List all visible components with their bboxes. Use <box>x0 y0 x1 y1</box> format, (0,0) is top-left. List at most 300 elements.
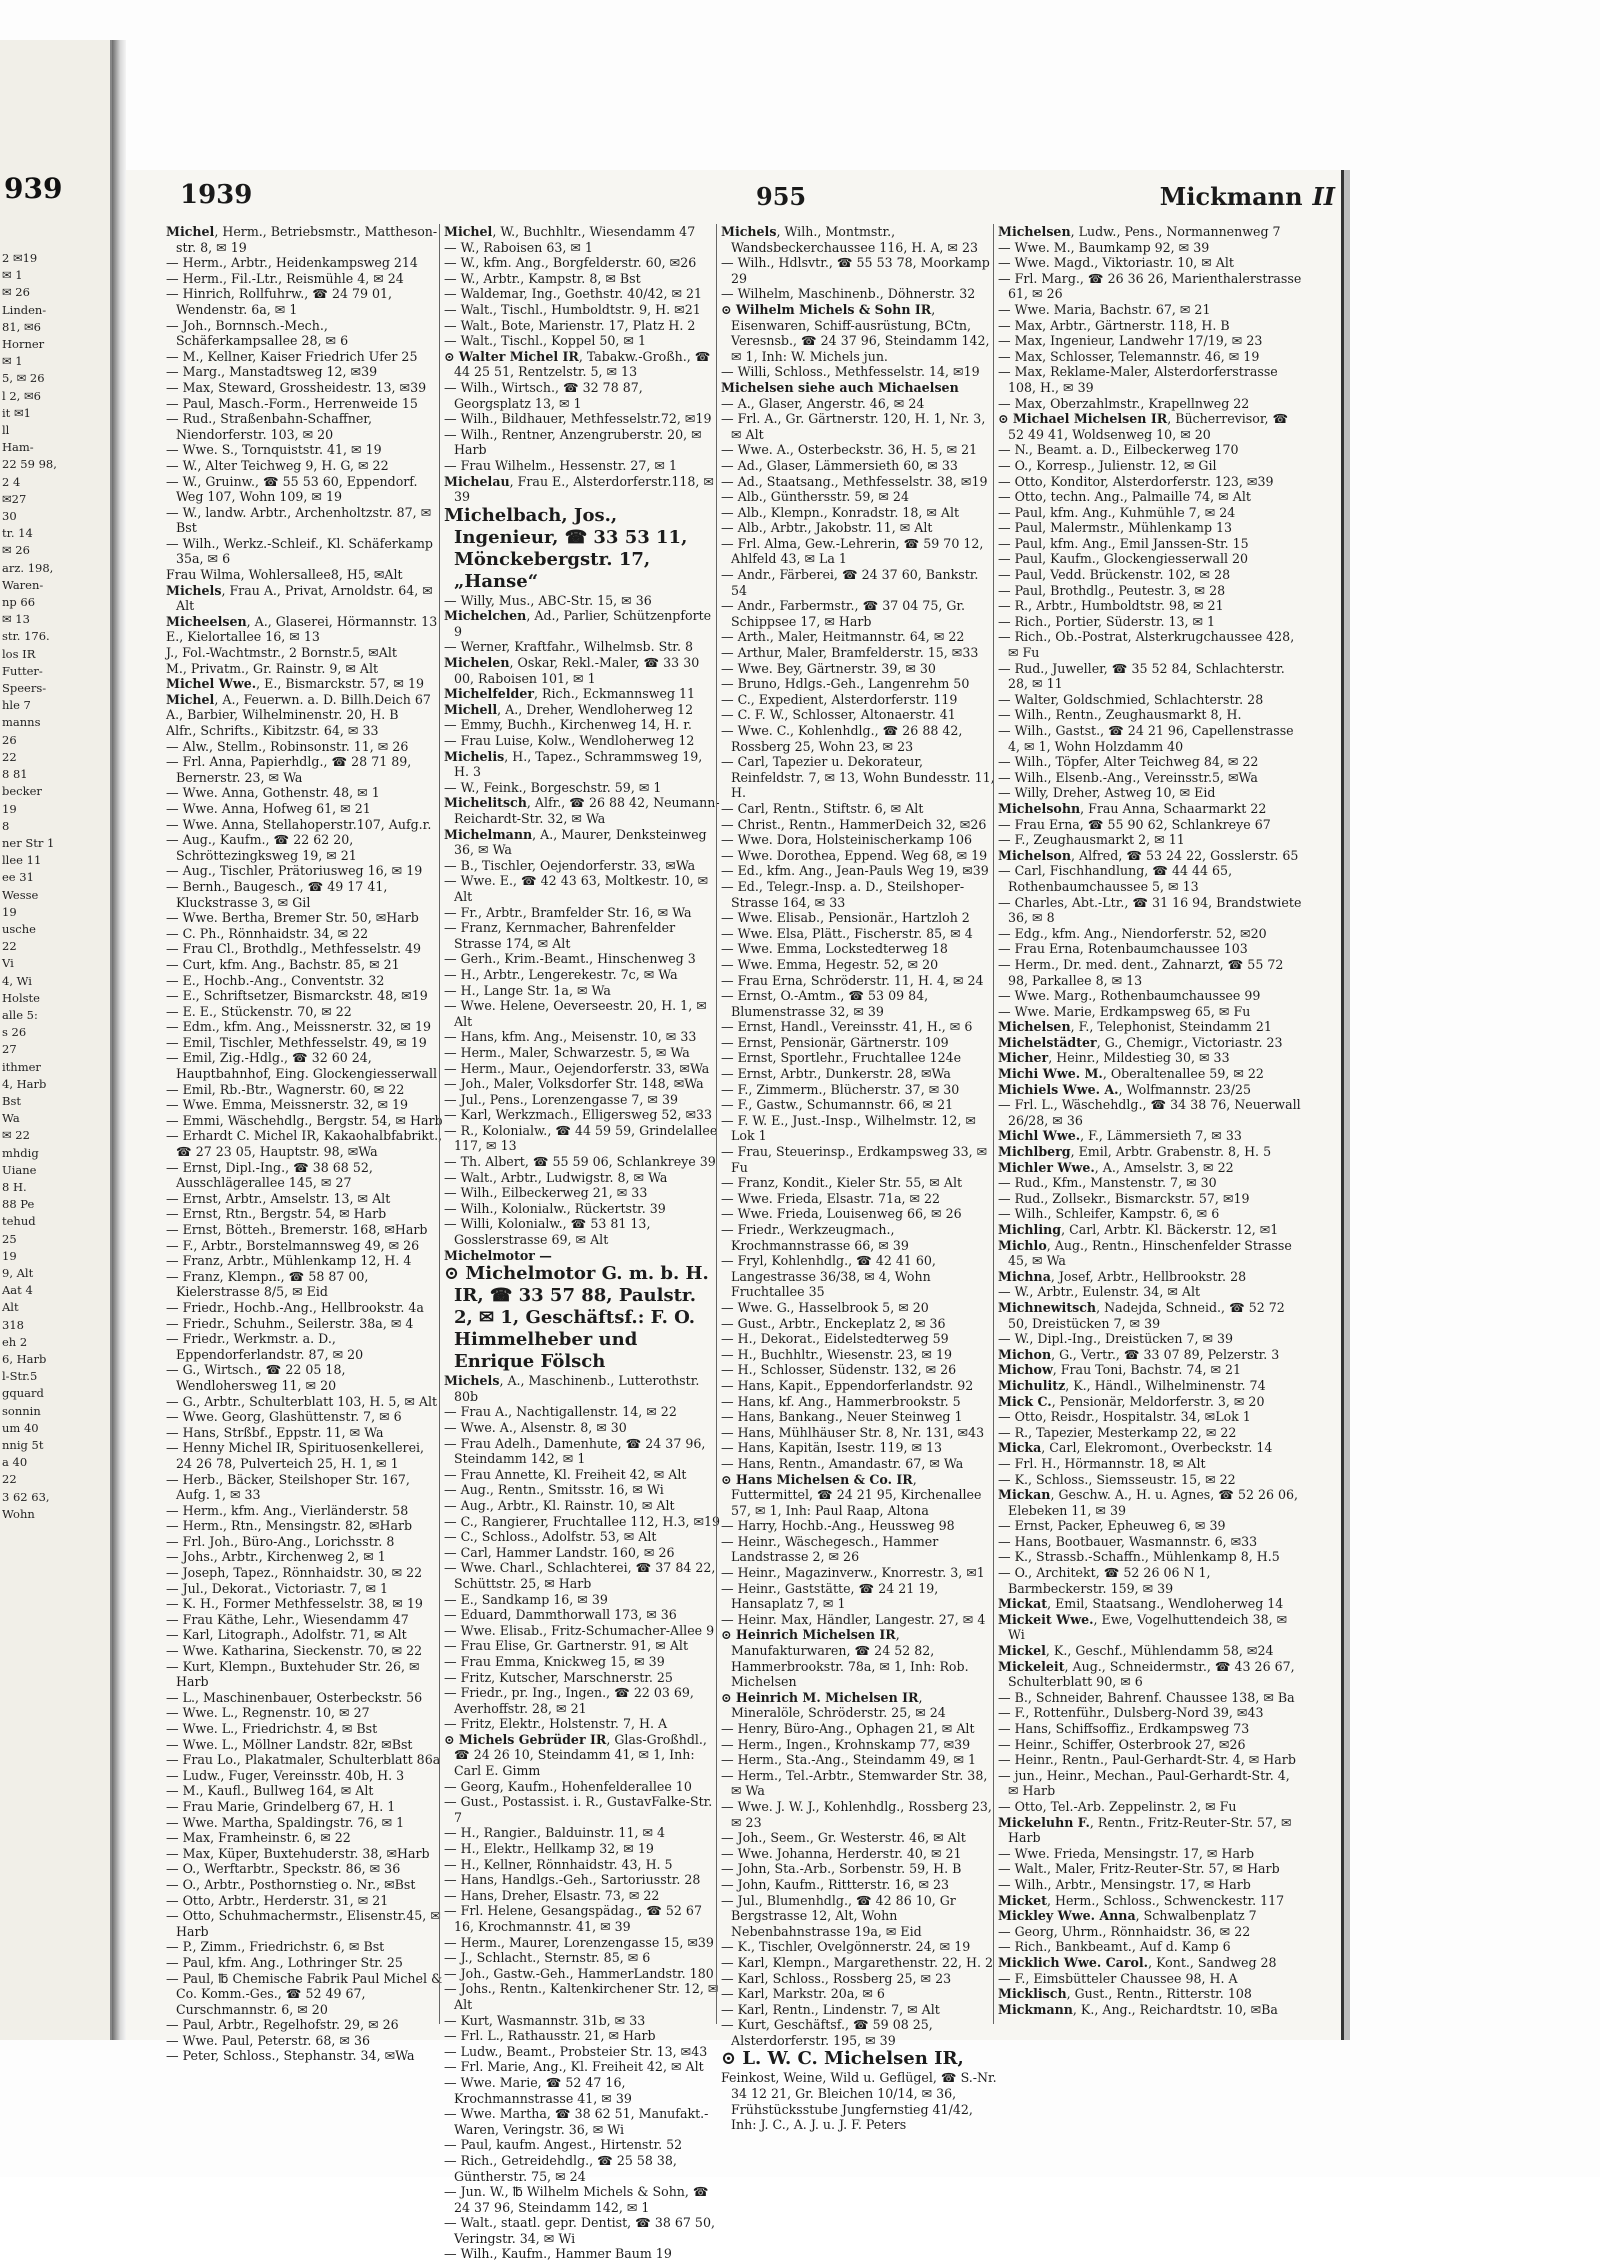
directory-entry: — Henry, Büro-Ang., Ophagen 21, ✉ Alt <box>721 1721 975 1736</box>
directory-entry: — Wwe. Maria, Bachstr. 67, ✉ 21 <box>998 301 1211 317</box>
directory-entry: — Wilh., Arbtr., Mensingstr. 17, ✉ Harb <box>998 1876 1251 1892</box>
directory-entry-head: Micklich Wwe. Carol., Kont., Sandweg 28 <box>998 1954 1277 1970</box>
directory-entry: — Fritz, Elektr., Holstenstr. 7, H. A <box>444 1716 668 1732</box>
directory-entry: — Willi, Kolonialw., ☎ 53 81 13, Gosslerstrasse 69, ✉ Alt <box>444 1216 651 1248</box>
directory-entry-head: Michulitz, K., Händl., Wilhelminenstr. 74 <box>998 1377 1266 1393</box>
directory-entry-highlight: Michelbach, Jos., Ingenieur, ☎ 33 53 11, Mönckebergstr. 17, „Hanse“ <box>444 504 688 592</box>
directory-entry: — H., Arbtr., Lengerekestr. 7c, ✉ Wa <box>444 966 678 982</box>
directory-entry: — Herm., Maur., Oejendorferstr. 33, ✉Wa <box>444 1060 710 1076</box>
directory-entry: — Walt., Tischl., Humboldtstr. 9, H. ✉21 <box>444 301 701 317</box>
directory-entry: — Carl, Fischhandlung, ☎ 44 44 65, Rothenbaumchaussee 5, ✉ 13 <box>998 863 1233 894</box>
directory-entry: — Ludw., Fuger, Vereinsstr. 40b, H. 3 <box>166 1767 405 1783</box>
directory-entry: — Frau Erna, Rotenbaumchaussee 103 <box>998 941 1248 957</box>
directory-entry: — Wwe. Dorothea, Eppend. Weg 68, ✉ 19 <box>721 847 988 863</box>
directory-entry: — Frl. Helene, Gesangspädag., ☎ 52 67 16, Krochmannstr. 41, ✉ 39 <box>444 1903 702 1934</box>
directory-entry: — F., Zimmerm., Blücherstr. 37, ✉ 30 <box>721 1081 960 1097</box>
previous-page-line: 4, Harb <box>2 1076 47 1091</box>
directory-entry-head: Mickan, Geschw. A., H. u. Agnes, ☎ 52 26 06, Elebeken 11, ✉ 39 <box>998 1487 1299 1518</box>
directory-entry: — H., Buchhltr., Wiesenstr. 23, ✉ 19 <box>721 1346 952 1362</box>
directory-entry: — Marg., Manstadtsweg 12, ✉39 <box>166 364 378 380</box>
directory-entry: — M., Kellner, Kaiser Friedrich Ufer 25 <box>166 348 418 364</box>
directory-entry: — Friedr., Werkzeugmach., Krochmannstrasse 66, ✉ 39 <box>721 1222 909 1253</box>
previous-page-line: ✉ 26 <box>2 543 30 558</box>
directory-entry: — Herm., Rtn., Mensingstr. 82, ✉Harb <box>166 1518 413 1534</box>
directory-entry: — Frl. Joh., Büro-Ang., Lorichsstr. 8 <box>166 1533 395 1549</box>
directory-entry: — Karl, Werkzmach., Elligersweg 52, ✉33 <box>444 1107 713 1123</box>
previous-page-line: 2 4 <box>2 474 21 489</box>
directory-entry: — Herm., Sta.-Ang., Steindamm 49, ✉ 1 <box>721 1752 977 1768</box>
directory-entry: — Wilh., Hdlsvtr., ☎ 55 53 78, Moorkamp 29 <box>721 255 990 286</box>
directory-entry: — Ed., Telegr.-Insp. a. D., Steilshoper-Strasse 164, ✉ 33 <box>721 878 965 910</box>
previous-page-line: 30 <box>2 509 17 524</box>
directory-entry-head: Mickeluhn F., Rentn., Fritz-Reuter-Str. 57, ✉ Harb <box>998 1814 1292 1846</box>
directory-entry: — Wilh., Rentner, Anzengruberstr. 20, ✉ Harb <box>444 426 702 458</box>
previous-page-line: 2 ✉19 <box>2 251 38 265</box>
directory-entry-head: Michlo, Aug., Rentn., Hinschenfelder Strasse 45, ✉ Wa <box>998 1237 1292 1269</box>
directory-entry-head: Micket, Herm., Schloss., Schwenckestr. 117 <box>998 1892 1285 1908</box>
previous-page-line: s 26 <box>2 1025 27 1040</box>
previous-page-line: 22 59 98, <box>2 457 57 472</box>
directory-entry: — G., Arbtr., Schulterblatt 103, H. 5, ✉ Alt <box>166 1393 438 1409</box>
directory-entry: — Wwe. Anna, Hofweg 61, ✉ 21 <box>166 800 371 816</box>
directory-entry: — Wilh., Kolonialw., Rückertstr. 39 <box>444 1200 666 1216</box>
directory-entry: — Franz, Arbtr., Mühlenkamp 12, H. 4 <box>166 1253 412 1269</box>
directory-entry: — Aug., Tischler, Prätoriusweg 16, ✉ 19 <box>166 863 423 879</box>
directory-entry: — Frl. L., Rathausstr. 21, ✉ Harb <box>444 2028 656 2044</box>
directory-entry-head: Mick C., Pensionär, Meldorferstr. 3, ✉ 20 <box>998 1393 1265 1409</box>
directory-entry: — O., Arbtr., Posthornstieg o. Nr., ✉Bst <box>166 1876 416 1892</box>
directory-entry: — Kurt, Wasmannstr. 31b, ✉ 33 <box>444 2012 646 2028</box>
directory-entry: — B., Tischler, Oejendorferstr. 33, ✉Wa <box>444 857 696 873</box>
directory-entry: — Wwe. Paul, Peterstr. 68, ✉ 36 <box>166 2032 371 2048</box>
directory-entry: — Werner, Kraftfahr., Wilhelmsb. Str. 8 <box>444 639 693 655</box>
directory-entry: — Hans, Strßbf., Eppstr. 11, ✉ Wa <box>166 1424 384 1440</box>
directory-entry-head: Mickley Wwe. Anna, Schwalbenplatz 7 <box>998 1908 1257 1924</box>
previous-page-line: Wesse <box>2 887 39 902</box>
directory-entry-head: Michi Wwe. M., Oberaltenallee 59, ✉ 22 <box>998 1066 1264 1082</box>
directory-entry: — Jul., Dekorat., Victoriastr. 7, ✉ 1 <box>166 1580 389 1596</box>
directory-entry: — P., Zimm., Friedrichstr. 6, ✉ Bst <box>166 1939 385 1955</box>
directory-entry: — B., Schneider, Bahrenf. Chaussee 138, ✉ Ba <box>998 1689 1295 1705</box>
directory-entry: — John, Sta.-Arb., Sorbenstr. 59, H. B <box>721 1861 962 1877</box>
directory-entry: — Frl. L., Wäschehdlg., ☎ 34 38 76, Neuerwall 26/28, ✉ 36 <box>998 1097 1301 1128</box>
directory-entry: — Franz, Kernmacher, Bahrenfelder Strasse 174, ✉ Alt <box>444 920 676 951</box>
directory-entry: — Alb., Arbtr., Jakobstr. 11, ✉ Alt <box>721 520 933 536</box>
directory-entry: — Wilh., Elsenb.-Ang., Vereinsstr.5, ✉Wa <box>998 769 1258 785</box>
directory-entry: — Wwe. Charl., Schlachterei, ☎ 37 84 22, Schüttstr. 25, ✉ Harb <box>444 1560 716 1591</box>
previous-page-line: llee 11 <box>2 853 42 868</box>
directory-entry: — Paul, Vedd. Brückenstr. 102, ✉ 28 <box>998 567 1231 583</box>
previous-page-line: sonnin <box>2 1403 41 1418</box>
directory-entry: — Ludw., Beamt., Probsteier Str. 13, ✉43 <box>444 2043 708 2059</box>
directory-entry: — Wwe. L., Möllner Landstr. 82r, ✉Bst <box>166 1736 413 1752</box>
directory-entry: — Franz, Klempn., ☎ 58 87 00, Kielerstrasse 8/5, ✉ Eid <box>166 1268 369 1300</box>
directory-entry: — Wilh., Eilbeckerweg 21, ✉ 33 <box>444 1185 648 1201</box>
previous-page-fragment <box>0 40 112 2040</box>
directory-entry: — Frl. H., Hörmannstr. 18, ✉ Alt <box>998 1455 1206 1471</box>
previous-page-line: Speers- <box>2 681 47 696</box>
directory-entry-head: Michelau, Frau E., Alsterdorferstr.118, ✉39 <box>444 473 714 505</box>
directory-entry: — Andr., Färberei, ☎ 24 37 60, Bankstr. 54 <box>721 567 979 598</box>
directory-entry: — Rud., Juweller, ☎ 35 52 84, Schlachterstr. 28, ✉ 11 <box>998 660 1285 692</box>
directory-entry: — E., Hochb.-Ang., Conventstr. 32 <box>166 972 385 988</box>
previous-page-line: Uiane <box>2 1162 37 1177</box>
directory-entry-head: ⊙ Michels Gebrüder IR, Glas-Großhdl., ☎ 24 26 10, Steindamm 41, ✉ 1, Inh: Carl E. Gimm <box>444 1731 707 1779</box>
directory-entry-highlight: ⊙ Michelmotor G. m. b. H. IR, ☎ 33 57 88, Paulstr. 2, ✉ 1, Geschäftsf.: F. O. Himmelheber und Enrique Fölsch <box>444 1263 709 1373</box>
directory-entry: — Paul, Kaufm., Glockengiesserwall 20 <box>998 551 1249 567</box>
directory-entry: — Paul, Arbtr., Regelhofstr. 29, ✉ 26 <box>166 2017 399 2033</box>
directory-entry: — Ernst, Pensionär, Gärtnerstr. 109 <box>721 1034 949 1050</box>
directory-entry: — Georg, Kaufm., Hohenfelderallee 10 <box>444 1778 692 1794</box>
directory-entry: — W., Feink., Borgeschstr. 59, ✉ 1 <box>444 779 662 795</box>
directory-entry: — Wwe. Marg., Rothenbaumchaussee 99 <box>998 988 1261 1004</box>
directory-entry-head: Micher, Heinr., Mildestieg 30, ✉ 33 <box>998 1050 1230 1066</box>
directory-entry: — Wwe. Magd., Viktoriastr. 10, ✉ Alt <box>998 255 1234 271</box>
directory-entry: — K., Schloss., Siemsseustr. 15, ✉ 22 <box>998 1471 1236 1487</box>
previous-page-line: 25 <box>2 1231 17 1246</box>
directory-entry: — Wilh., Töpfer, Alter Teichweg 84, ✉ 22 <box>998 754 1259 770</box>
directory-entry: — Herm., Maurer, Lorenzengasse 15, ✉39 <box>444 1934 714 1950</box>
directory-entry: — C., Rangierer, Fruchtallee 112, H.3, ✉19 <box>444 1513 721 1529</box>
directory-entry: — C., Expedient, Alsterdorferstr. 119 <box>721 691 958 707</box>
previous-page-line: ee 31 <box>2 870 34 885</box>
previous-page-line: 5, ✉ 26 <box>2 371 45 386</box>
directory-entry: — Harry, Hochb.-Ang., Heussweg 98 <box>721 1518 955 1534</box>
directory-entry-head: Michelitsch, Alfr., ☎ 26 88 42, Neumann-Reichardt-Str. 32, ✉ Wa <box>444 795 720 826</box>
directory-entry: — Karl, Litograph., Adolfstr. 71, ✉ Alt <box>166 1627 407 1643</box>
directory-entry: — Joh., Gastw.-Geh., HammerLandstr. 180 <box>444 1965 714 1981</box>
previous-page-line: 6, Harb <box>2 1352 47 1366</box>
directory-entry: — Hans, Bootbauer, Wasmannstr. 6, ✉33 <box>998 1533 1258 1549</box>
directory-entry: — Friedr., pr. Ing., Ingen., ☎ 22 03 69, Averhoffstr. 28, ✉ 21 <box>444 1685 694 1716</box>
directory-entry-head: Michelmotor — <box>444 1247 552 1263</box>
directory-entry: — Wwe. Bey, Gärtnerstr. 39, ✉ 30 <box>721 660 936 676</box>
directory-entry: — Heinr., Magazinverw., Knorrestr. 3, ✉1 <box>721 1565 985 1581</box>
directory-entry-head: Michling, Carl, Arbtr. Kl. Bäckerstr. 12, ✉1 <box>998 1222 1279 1237</box>
previous-page-line: Bst <box>2 1093 21 1108</box>
directory-entry: — Wwe. Frieda, Elsastr. 71a, ✉ 22 <box>721 1190 941 1206</box>
directory-entry: Alfr., Schrifts., Kibitzstr. 64, ✉ 33 <box>166 723 379 738</box>
directory-entry-head: Michel, A., Feuerwn. a. D. Billh.Deich 67 <box>166 691 431 707</box>
directory-entry: — H., Lange Str. 1a, ✉ Wa <box>444 982 611 998</box>
directory-entry-head: Michel, Herm., Betriebsmstr., Mattheson-str. 8, ✉ 19 <box>166 224 438 255</box>
directory-entry: — Johs., Arbtr., Kirchenweg 2, ✉ 1 <box>166 1549 386 1565</box>
directory-entry: — E., Sandkamp 16, ✉ 39 <box>444 1591 608 1607</box>
directory-entry: — Ernst, O.-Amtm., ☎ 53 09 84, Blumenstrasse 32, ✉ 39 <box>721 988 929 1019</box>
directory-entry: — W., Alter Teichweg 9, H. G, ✉ 22 <box>166 457 389 473</box>
directory-entry: — Frl. Marie, Ang., Kl. Freiheit 42, ✉ Alt <box>444 2059 704 2075</box>
directory-entry: — John, Kaufm., Rittterstr. 16, ✉ 23 <box>721 1876 950 1892</box>
previous-page-line: ✉ 26 <box>2 285 30 300</box>
directory-entry: — R., Tapezier, Mesterkamp 22, ✉ 22 <box>998 1424 1237 1440</box>
directory-entry: — Erhardt C. Michel IR, Kakaohalbfabrikt., ☎ 27 23 05, Hauptstr. 98, ✉Wa <box>166 1128 443 1160</box>
directory-entry-head: Mickeleit, Aug., Schneidermstr., ☎ 43 26 67, Schulterblatt 90, ✉ 6 <box>998 1658 1295 1690</box>
directory-entry: — Hans, Rentn., Amandastr. 67, ✉ Wa <box>721 1455 964 1471</box>
previous-page-line: 19 <box>2 1248 17 1263</box>
directory-entry: — Wwe. Elsa, Plätt., Fischerstr. 85, ✉ 4 <box>721 925 973 941</box>
directory-entry: — Jul., Blumenhdlg., ☎ 42 86 10, Gr Bergstrasse 12, Alt, Wohn Nebenbahnstrasse 19a, ✉ Eid <box>721 1892 956 1939</box>
directory-entry: — Christ., Rentn., HammerDeich 32, ✉26 <box>721 816 987 832</box>
directory-entry-head: ⊙ Wilhelm Michels & Sohn IR, Eisenwaren, Schiff-ausrüstung, BCtn, Veresnsb., ☎ 24 37 96, Steindamm 142, ✉ 1, Inh: W. Michels jun. <box>721 301 990 364</box>
directory-entry: — Max, Ingenieur, Landwehr 17/19, ✉ 23 <box>998 333 1263 349</box>
directory-entry: — Arth., Maler, Heitmannstr. 64, ✉ 22 <box>721 629 965 645</box>
directory-entry: — O., Korresp., Julienstr. 12, ✉ Gil <box>998 457 1217 473</box>
directory-entry: — Wilh., Werkz.-Schleif., Kl. Schäferkamp 35a, ✉ 6 <box>166 535 433 567</box>
directory-entry: — M., Kaufl., Bullweg 164, ✉ Alt <box>166 1783 374 1799</box>
previous-page-line: 22 <box>2 939 17 954</box>
previous-page-line: 19 <box>2 801 17 816</box>
previous-page-line: Alt <box>2 1300 19 1315</box>
directory-entry: — C. F. W., Schlosser, Altonaerstr. 41 <box>721 707 956 723</box>
directory-entry: — Kurt, Geschäftsf., ☎ 59 08 25, Alsterdorferstr. 195, ✉ 39 <box>721 2017 933 2048</box>
directory-entry: — Rich., Bankbeamt., Auf d. Kamp 6 <box>998 1939 1231 1955</box>
directory-entry: — Wwe. Elisab., Fritz-Schumacher-Allee 9 <box>444 1622 715 1638</box>
directory-entry: — Th. Albert, ☎ 55 59 06, Schlankreye 39 <box>444 1154 716 1170</box>
previous-page-line: tehud <box>2 1214 36 1229</box>
directory-entry: — Wilh., Bildhauer, Methfesselstr.72, ✉19 <box>444 411 712 427</box>
previous-page-line: 8 <box>2 818 10 833</box>
directory-entry: — R., Arbtr., Humboldtstr. 98, ✉ 21 <box>998 598 1224 614</box>
directory-entry: — Wilh., Rentn., Zeughausmarkt 8, H. <box>998 707 1242 723</box>
previous-page-line: hle 7 <box>2 698 31 713</box>
directory-entry: — W., landw. Arbtr., Archenholtzstr. 87, ✉ Bst <box>166 504 432 536</box>
directory-entry: — Hinrich, Rollfuhrw., ☎ 24 79 01, Wendenstr. 6a, ✉ 1 <box>166 286 393 317</box>
directory-entry: — Ernst, Handl., Vereinsstr. 41, H., ✉ 6 <box>721 1019 973 1035</box>
previous-page-line: Wa <box>2 1111 20 1126</box>
directory-entry: — Emil, Zig.-Hdlg., ☎ 32 60 24, Hauptbahnhof, Eing. Glockengiesserwall <box>166 1050 438 1082</box>
directory-entry-head: Michelsohn, Frau Anna, Schaarmarkt 22 <box>998 800 1267 816</box>
directory-entry: — Gerh., Krim.-Beamt., Hinschenweg 3 <box>444 951 696 967</box>
directory-entry: — Max, Steward, Grossheidestr. 13, ✉39 <box>166 379 427 395</box>
directory-entry-head: Michelis, H., Tapez., Schrammsweg 19, H. 3 <box>444 748 703 780</box>
directory-entry: — F., Gastw., Schumannstr. 66, ✉ 21 <box>721 1097 954 1113</box>
previous-page-line: usche <box>2 921 36 936</box>
directory-entry: — H., Kellner, Rönnhaidstr. 43, H. 5 <box>444 1856 673 1872</box>
directory-entry: — Otto, Tel.-Arb. Zeppelinstr. 2, ✉ Fu <box>998 1798 1237 1814</box>
directory-entry: — Joseph, Tapez., Rönnhaidstr. 30, ✉ 22 <box>166 1565 423 1581</box>
directory-entry: — Frau Wilhelm., Hessenstr. 27, ✉ 1 <box>444 457 677 473</box>
directory-entry: — Johs., Rentn., Kaltenkirchener Str. 12, ✉ Alt <box>444 1981 719 2012</box>
directory-entry: — Heinr., Schiffer, Osterbrook 27, ✉26 <box>998 1736 1246 1752</box>
previous-page-line: np 66 <box>2 595 36 610</box>
directory-entry: — Aug., Arbtr., Kl. Rainstr. 10, ✉ Alt <box>444 1497 675 1513</box>
directory-entry: — H., Rangier., Balduinstr. 11, ✉ 4 <box>444 1825 666 1841</box>
directory-entry: — Wwe. Frieda, Mensingstr. 17, ✉ Harb <box>998 1845 1255 1861</box>
directory-entry: — Wwe. Emma, Hegestr. 52, ✉ 20 <box>721 956 939 972</box>
directory-entry-head: Michl Wwe., F., Lämmersieth 7, ✉ 33 <box>998 1128 1242 1144</box>
directory-entry-head: Michelsen, F., Telephonist, Steindamm 21 <box>998 1019 1272 1035</box>
directory-entry: — Wilhelm, Maschinenb., Döhnerstr. 32 <box>721 286 976 302</box>
directory-entry: — N., Beamt. a. D., Eilbeckerweg 170 <box>998 442 1239 458</box>
directory-entry: — Rud., Straßenbahn-Schaffner, Niendorferstr. 103, ✉ 20 <box>166 411 372 442</box>
directory-entry-head: Michel Wwe., E., Bismarckstr. 57, ✉ 19 <box>166 676 425 692</box>
header-page-number: 955 <box>756 182 807 211</box>
directory-entry-head: Michell, A., Dreher, Wendloherweg 12 <box>444 701 694 717</box>
directory-entry: — Frau Elise, Gr. Gartnerstr. 91, ✉ Alt <box>444 1638 689 1654</box>
previous-page-line: 19 <box>2 904 17 919</box>
directory-entry: — Wwe. Marie, ☎ 52 47 16, Krochmannstrasse 41, ✉ 39 <box>444 2074 632 2106</box>
previous-page-line: 22 <box>2 749 17 764</box>
directory-entry: — Carl, Tapezier u. Dekorateur, Reinfeldstr. 7, ✉ 13, Wohn Bundesstr. 11, H. <box>721 754 995 801</box>
directory-entry: — Wwe. L., Friedrichstr. 4, ✉ Bst <box>166 1721 378 1736</box>
directory-entry: — Wwe. A., Alsenstr. 8, ✉ 30 <box>444 1420 627 1435</box>
directory-entry: — Frl. Anna, Papierhdlg., ☎ 28 71 89, Bernerstr. 23, ✉ Wa <box>166 754 412 785</box>
directory-entry-head: Michler Wwe., A., Amselstr. 3, ✉ 22 <box>998 1159 1234 1175</box>
directory-entry: — C., Schloss., Adolfstr. 53, ✉ Alt <box>444 1529 657 1545</box>
directory-entry: — Frau Annette, Kl. Freiheit 42, ✉ Alt <box>444 1466 687 1482</box>
directory-entry: — Georg, Uhrm., Rönnhaidstr. 36, ✉ 22 <box>998 1923 1251 1939</box>
directory-entry: — Herb., Bäcker, Steilshoper Str. 167, Aufg. 1, ✉ 33 <box>166 1471 410 1503</box>
directory-entry: — Willi, Schloss., Methfesselstr. 14, ✉19 <box>721 364 980 380</box>
directory-entry: — Jun. W., ℔ Wilhelm Michels & Sohn, ☎ 24 37 96, Steindamm 142, ✉ 1 <box>444 2184 709 2215</box>
previous-page-line: manns <box>2 715 41 730</box>
directory-entry: — J., Schlacht., Sternstr. 85, ✉ 6 <box>444 1950 651 1966</box>
directory-entry: — Emil, Tischler, Methfesselstr. 49, ✉ 19 <box>166 1034 427 1050</box>
directory-entry: — Heinr. Max, Händler, Langestr. 27, ✉ 4 <box>721 1611 986 1627</box>
directory-entry: — Bernh., Baugesch., ☎ 49 17 41, Kluckstrasse 3, ✉ Gil <box>166 878 388 910</box>
directory-entry: — W., Arbtr., Kampstr. 8, ✉ Bst <box>444 270 641 286</box>
directory-entry-head: Michel, W., Buchhltr., Wiesendamm 47 <box>444 224 696 239</box>
directory-entry: Feinkost, Weine, Wild u. Geflügel, ☎ S.-Nr. 34 12 21, Gr. Bleichen 10/14, ✉ 36, Frühstücksstube Jungfernstieg 41/42, Inh: J. C., A. J. u. J. F. Peters <box>721 2070 997 2133</box>
previous-page-line: str. 176. <box>2 629 50 644</box>
directory-entry-head: Mickeit Wwe., Ewe, Vogelhuttendeich 38, ✉ Wi <box>998 1611 1288 1643</box>
directory-entry: — Fryl, Kohlenhdlg., ☎ 42 41 60, Langestrasse 36/38, ✉ 4, Wohn Fruchtallee 35 <box>721 1253 936 1300</box>
directory-entry: — Ernst, Arbtr., Dunkerstr. 28, ✉Wa <box>721 1066 951 1082</box>
book-gutter <box>112 40 126 2040</box>
directory-entry: — Wwe. Dora, Holsteinischerkamp 106 <box>721 832 973 848</box>
directory-entry: — Rud., Zollsekr., Bismarckstr. 57, ✉19 <box>998 1190 1250 1206</box>
directory-entry: — Frau Erna, Schröderstr. 11, H. 4, ✉ 24 <box>721 972 984 988</box>
header-running-head <box>1160 182 1335 211</box>
directory-entry: — Alw., Stellm., Robinsonstr. 11, ✉ 26 <box>166 738 409 754</box>
previous-page-year: 939 <box>4 172 63 205</box>
directory-entry-head: Michna, Josef, Arbtr., Hellbrookstr. 28 <box>998 1268 1247 1284</box>
directory-entry: — Peter, Schloss., Stephanstr. 34, ✉Wa <box>166 2048 415 2064</box>
directory-entry: — Ernst, Bötteh., Bremerstr. 168, ✉Harb <box>166 1222 428 1237</box>
previous-page-line: los IR <box>2 646 36 661</box>
directory-entry-head: Michon, G., Vertr., ☎ 33 07 89, Pelzerstr. 3 <box>998 1346 1280 1362</box>
previous-page-line: 8 81 <box>2 767 28 782</box>
directory-entry: — Friedr., Hochb.-Ang., Hellbrookstr. 4a <box>166 1299 424 1315</box>
directory-entry: — K., Strassb.-Schaffn., Mühlenkamp 8, H.5 <box>998 1549 1280 1565</box>
directory-entry: — Ed., kfm. Ang., Jean-Pauls Weg 19, ✉39 <box>721 863 989 879</box>
directory-entry: — Herm., Dr. med. dent., Zahnarzt, ☎ 55 72 98, Parkallee 8, ✉ 13 <box>998 956 1284 988</box>
directory-entry: — Otto, techn. Ang., Palmaille 74, ✉ Alt <box>998 489 1251 505</box>
directory-entry-head: ⊙ Hans Michelsen & Co. IR, Futtermittel, ☎ 24 21 95, Kirchenallee 57, ✉ 1, Inh: Paul Raap, Altona <box>721 1471 982 1518</box>
directory-entry-head: Michelen, Oskar, Rekl.-Maler, ☎ 33 30 00, Raboisen 101, ✉ 1 <box>444 655 700 686</box>
directory-entry: — Willy, Dreher, Astweg 10, ✉ Eid <box>998 785 1216 801</box>
previous-page-line: Linden- <box>2 302 47 317</box>
directory-entry: — Wwe. Johanna, Herderstr. 40, ✉ 21 <box>721 1845 962 1861</box>
directory-entry: — Wilh., Schleifer, Kampstr. 6, ✉ 6 <box>998 1206 1220 1222</box>
previous-page-line: um 40 <box>2 1420 39 1435</box>
previous-page-line: 9, Alt <box>2 1265 34 1280</box>
previous-page-line: ✉ 22 <box>2 1128 30 1143</box>
previous-page-line: l-Str.5 <box>2 1369 38 1384</box>
directory-entry-head: ⊙ Heinrich M. Michelsen IR, Mineralöle, Schröderstr. 25, ✉ 24 <box>721 1689 946 1721</box>
previous-page-line: 26 <box>2 732 17 747</box>
directory-entry: — Wwe. C., Kohlenhdlg., ☎ 26 88 42, Rossberg 25, Wohn 23, ✉ 23 <box>721 723 963 754</box>
directory-entry-head: Michnewitsch, Nadejda, Schneid., ☎ 52 72 50, Dreistücken 7, ✉ 39 <box>998 1299 1285 1331</box>
previous-page-line: 81, ✉6 <box>2 319 41 334</box>
directory-entry: — Max, Küper, Buxtehuderstr. 38, ✉Harb <box>166 1845 430 1861</box>
directory-entry: — Wwe. Frieda, Louisenweg 66, ✉ 26 <box>721 1206 962 1222</box>
directory-entry: — Max, Reklame-Maler, Alsterdorferstrasse 108, H., ✉ 39 <box>998 364 1278 395</box>
previous-page-line: Futter- <box>2 663 43 678</box>
previous-page-line: 88 Pe <box>2 1197 35 1212</box>
directory-entry: — E., Schriftsetzer, Bismarckstr. 48, ✉19 <box>166 988 428 1004</box>
directory-entry: — Otto, Konditor, Alsterdorferstr. 123, ✉39 <box>998 473 1274 489</box>
directory-entry-head: Michels, Wilh., Montmstr., Wandsbeckerchaussee 116, H. A, ✉ 23 <box>721 224 978 255</box>
directory-entry: — K., Tischler, Ovelgönnerstr. 24, ✉ 19 <box>721 1939 971 1955</box>
column-2 <box>439 224 721 2262</box>
directory-entry: — W., Raboisen 63, ✉ 1 <box>444 239 593 255</box>
directory-entry: — Waldemar, Ing., Goethstr. 40/42, ✉ 21 <box>444 286 703 302</box>
column-3 <box>716 224 998 2133</box>
directory-entry: — Walt., Maler, Fritz-Reuter-Str. 57, ✉ Harb <box>998 1861 1280 1877</box>
column-1 <box>166 224 443 2064</box>
directory-entry: — Ernst, Packer, Epheuweg 6, ✉ 39 <box>998 1518 1226 1534</box>
directory-entry: — Joh., Maler, Volksdorfer Str. 148, ✉Wa <box>444 1076 704 1092</box>
directory-entry: — Emmi, Wäschehdlg., Bergstr. 54, ✉ Harb <box>166 1112 443 1128</box>
directory-entry: — Wwe. Martha, ☎ 38 62 51, Manufakt.-Waren, Veringstr. 36, ✉ Wi <box>444 2106 709 2137</box>
column-4 <box>993 224 1304 2024</box>
directory-entry: — Aug., Kaufm., ☎ 22 62 20, Schröttezingksweg 19, ✉ 21 <box>166 832 357 863</box>
previous-page-line: nnig 5t <box>2 1438 44 1453</box>
directory-entry: — Wilh., Gastst., ☎ 24 21 96, Capellenstrasse 4, ✉ 1, Wohn Holzdamm 40 <box>998 723 1294 754</box>
directory-entry: — Herm., Maler, Schwarzestr. 5, ✉ Wa <box>444 1044 690 1060</box>
directory-entry: M., Privatm., Gr. Rainstr. 9, ✉ Alt <box>166 660 379 676</box>
directory-entry: — Otto, Schuhmachermstr., Elisenstr.45, ✉ Harb <box>166 1908 441 1939</box>
directory-entry: — Arthur, Maler, Bramfelderstr. 15, ✉33 <box>721 645 979 661</box>
directory-entry: J., Fol.-Wachtmstr., 2 Bornstr.5, ✉Alt <box>166 645 397 661</box>
directory-entry: — Wwe. Marie, Erdkampsweg 65, ✉ Fu <box>998 1003 1251 1019</box>
directory-entry: — Joh., Bornnsch.-Mech., Schäferkampsallee 28, ✉ 6 <box>166 317 349 349</box>
previous-page-line: mhdig <box>2 1145 39 1160</box>
running-head-name: Mickmann <box>1159 182 1303 211</box>
directory-entry: — Herm., Arbtr., Heidenkampsweg 214 <box>166 255 418 271</box>
directory-entry: — Ernst, Sportlehr., Fruchtallee 124e <box>721 1050 962 1066</box>
directory-entry: — Jul., Pens., Lorenzengasse 7, ✉ 39 <box>444 1091 679 1107</box>
directory-entry: — Wwe. E., ☎ 42 43 63, Moltkestr. 10, ✉Alt <box>444 873 709 904</box>
directory-entry: — Max, Schlosser, Telemannstr. 46, ✉ 19 <box>998 348 1260 364</box>
directory-entry: — W., Dipl.-Ing., Dreistücken 7, ✉ 39 <box>998 1331 1234 1347</box>
directory-entry: — Wwe. Emma, Meissnerstr. 32, ✉ 19 <box>166 1097 409 1113</box>
directory-entry: — F., Zeughausmarkt 2, ✉ 11 <box>998 832 1185 848</box>
directory-entry-head: Mickmann, K., Ang., Reichardtstr. 10, ✉Ba <box>998 2001 1278 2017</box>
directory-entry: — Gust., Arbtr., Enckeplatz 2, ✉ 36 <box>721 1315 946 1331</box>
directory-entry: — K. H., Former Methfesselstr. 38, ✉ 19 <box>166 1596 423 1612</box>
directory-entry: — Frau Adelh., Damenhute, ☎ 24 37 96, Steindamm 142, ✉ 1 <box>444 1435 706 1467</box>
previous-page-line: Vi <box>2 956 14 971</box>
header-year: 1939 <box>180 180 253 210</box>
directory-entry: — jun., Heinr., Mechan., Paul-Gerhardt-Str. 4, ✉ Harb <box>998 1767 1290 1799</box>
directory-entry: — Rich., Portier, Süderstr. 13, ✉ 1 <box>998 613 1216 629</box>
directory-entry-head: Mickat, Emil, Staatsang., Wendloherweg 14 <box>998 1596 1284 1612</box>
directory-entry: — Joh., Seem., Gr. Westerstr. 46, ✉ Alt <box>721 1830 966 1846</box>
page-header <box>180 180 1345 224</box>
directory-entry: — C. Ph., Rönnhaidstr. 34, ✉ 22 <box>166 925 369 941</box>
directory-entry: — E. E., Stückenstr. 70, ✉ 22 <box>166 1003 352 1019</box>
previous-page-line: Horner <box>2 337 45 352</box>
previous-page-line: ✉ 13 <box>2 612 30 627</box>
directory-entry: — Wilh., Wirtsch., ☎ 32 78 87, Georgsplatz 13, ✉ 1 <box>444 379 643 411</box>
directory-entry-head: ⊙ Michael Michelsen IR, Bücherrevisor, ☎ 52 49 41, Woldsenweg 10, ✉ 20 <box>998 411 1289 442</box>
directory-entry-head: Michow, Frau Toni, Bachstr. 74, ✉ 21 <box>998 1362 1242 1378</box>
directory-entry: — Herm., Tel.-Arbtr., Stemwarder Str. 38, ✉ Wa <box>721 1767 988 1799</box>
directory-entry: — Alb., Klempn., Konradstr. 18, ✉ Alt <box>721 504 960 520</box>
directory-entry: — Emil, Rb.-Btr., Wagnerstr. 60, ✉ 22 <box>166 1081 405 1097</box>
